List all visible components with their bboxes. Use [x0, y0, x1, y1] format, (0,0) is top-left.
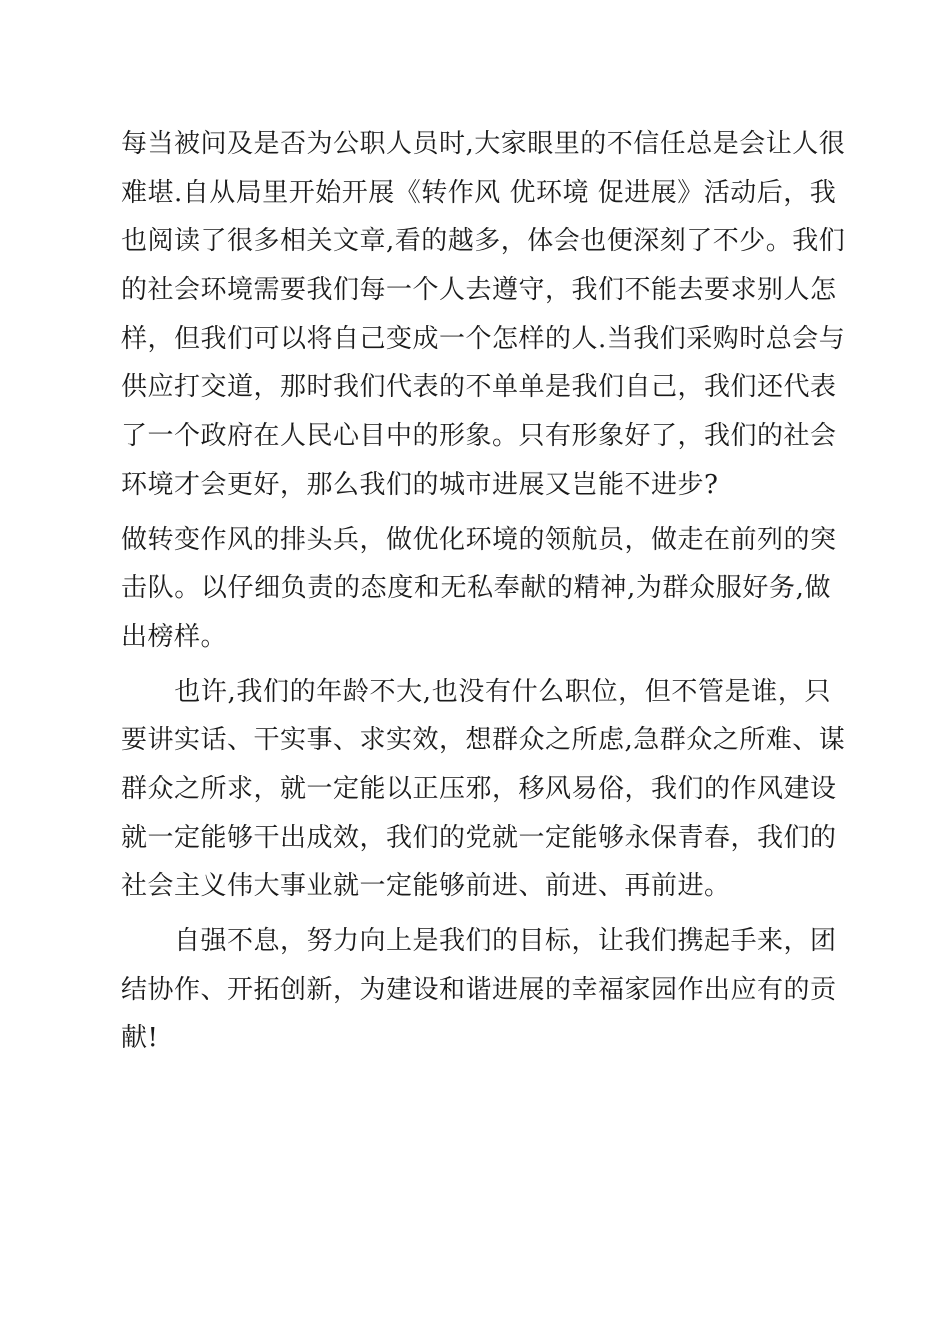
- text-line: 的社会环境需要我们每一个人去遵守，我们不能去要求别人怎: [121, 275, 837, 306]
- text-line: 供应打交道，那时我们代表的不单单是我们自己，我们还代表: [121, 372, 837, 403]
- text-line: 击队。以仔细负责的态度和无私奉献的精神,为群众服好务,做: [121, 573, 831, 604]
- text-line: 自强不息，努力向上是我们的目标，让我们携起手来，团: [121, 926, 837, 956]
- text-line: 就一定能够干出成效，我们的党就一定能够永保青春，我们的: [121, 822, 837, 853]
- text-line: 献!: [121, 1023, 159, 1054]
- text-line: 也许,我们的年龄不大,也没有什么职位，但不管是谁，只: [121, 676, 831, 707]
- paragraph-1: [121, 120, 846, 510]
- document-body: [121, 120, 846, 1063]
- text-line: 每当被问及是否为公职人员时,大家眼里的不信任总是会让人很: [121, 129, 846, 159]
- text-line: 也阅读了很多相关文章,看的越多，体会也便深刻了不少。我们: [121, 226, 846, 257]
- text-line: 出榜样。: [121, 621, 228, 652]
- paragraph-4: [121, 917, 837, 1063]
- text-line: 要讲实话、干实事、求实效，想群众之所虑,急群众之所难、谋: [121, 725, 846, 756]
- text-line: 了一个政府在人民心目中的形象。只有形象好了，我们的社会: [121, 421, 837, 452]
- text-line: 环境才会更好，那么我们的城市进展又岂能不进步?: [121, 469, 719, 500]
- text-line: 群众之所求，就一定能以正压邪，移风易俗，我们的作风建设: [121, 773, 837, 804]
- text-line: 结协作、开拓创新，为建设和谐进展的幸福家园作出应有的贡: [121, 974, 837, 1005]
- paragraph-3: [121, 668, 846, 911]
- paragraph-2: [121, 516, 837, 662]
- text-line: 难堪.自从局里开始开展《转作风 优环境 促进展》活动后，我: [121, 177, 837, 208]
- text-line: 社会主义伟大事业就一定能够前进、前进、再前进。: [121, 871, 731, 902]
- text-line: 样，但我们可以将自己变成一个怎样的人.当我们采购时总会与: [121, 323, 846, 354]
- text-line: 做转变作风的排头兵，做优化环境的领航员，做走在前列的突: [121, 524, 837, 555]
